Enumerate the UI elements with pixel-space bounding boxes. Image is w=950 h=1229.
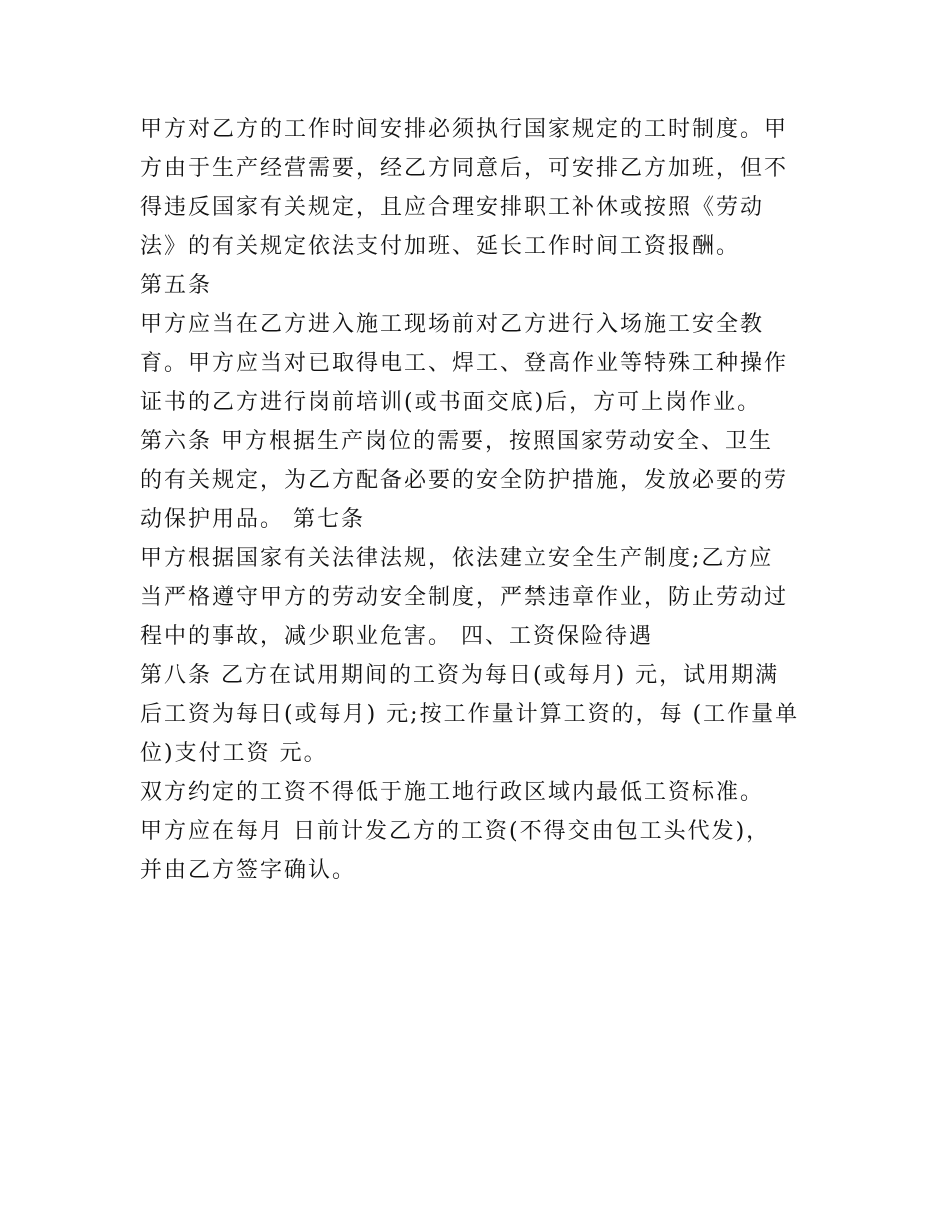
text-line: 甲方根据国家有关法律法规，依法建立安全生产制度;乙方应 — [140, 546, 774, 571]
text-line: 方由于生产经营需要，经乙方同意后，可安排乙方加班，但不 — [140, 156, 789, 181]
text-line: 后工资为每日(或每月) 元;按工作量计算工资的，每 (工作量单 — [140, 702, 800, 727]
text-line: 甲方对乙方的工作时间安排必须执行国家规定的工时制度。甲 — [140, 117, 789, 142]
text-line: 得违反国家有关规定，且应合理安排职工补休或按照《劳动 — [140, 195, 765, 220]
text-line: 当严格遵守甲方的劳动安全制度，严禁违章作业，防止劳动过 — [140, 585, 789, 610]
text-line: 证书的乙方进行岗前培训(或书面交底)后，方可上岗作业。 — [140, 390, 762, 415]
article-6-line: 第六条 甲方根据生产岗位的需要，按照国家劳动安全、卫生 — [140, 429, 773, 454]
text-line: 位)支付工资 元。 — [140, 741, 328, 766]
text-line: 动保护用品。 第七条 — [140, 507, 365, 532]
text-line: 甲方应在每月 日前计发乙方的工资(不得交由包工头代发)， — [140, 819, 771, 844]
text-line: 双方约定的工资不得低于施工地行政区域内最低工资标准。 — [140, 780, 765, 805]
contract-text — [140, 110, 820, 890]
text-line: 法》的有关规定依法支付加班、延长工作时间工资报酬。 — [140, 234, 741, 259]
text-line: 并由乙方签字确认。 — [140, 858, 357, 883]
text-line: 育。甲方应当对已取得电工、焊工、登高作业等特殊工种操作 — [140, 351, 789, 376]
text-line: 程中的事故，减少职业危害。 四、工资保险待遇 — [140, 624, 653, 649]
text-line: 的有关规定，为乙方配备必要的安全防护措施，发放必要的劳 — [140, 468, 789, 493]
text-line: 甲方应当在乙方进入施工现场前对乙方进行入场施工安全教 — [140, 312, 765, 337]
article-8-line: 第八条 乙方在试用期间的工资为每日(或每月) 元，试用期满 — [140, 663, 780, 688]
article-heading-5: 第五条 — [140, 273, 213, 298]
